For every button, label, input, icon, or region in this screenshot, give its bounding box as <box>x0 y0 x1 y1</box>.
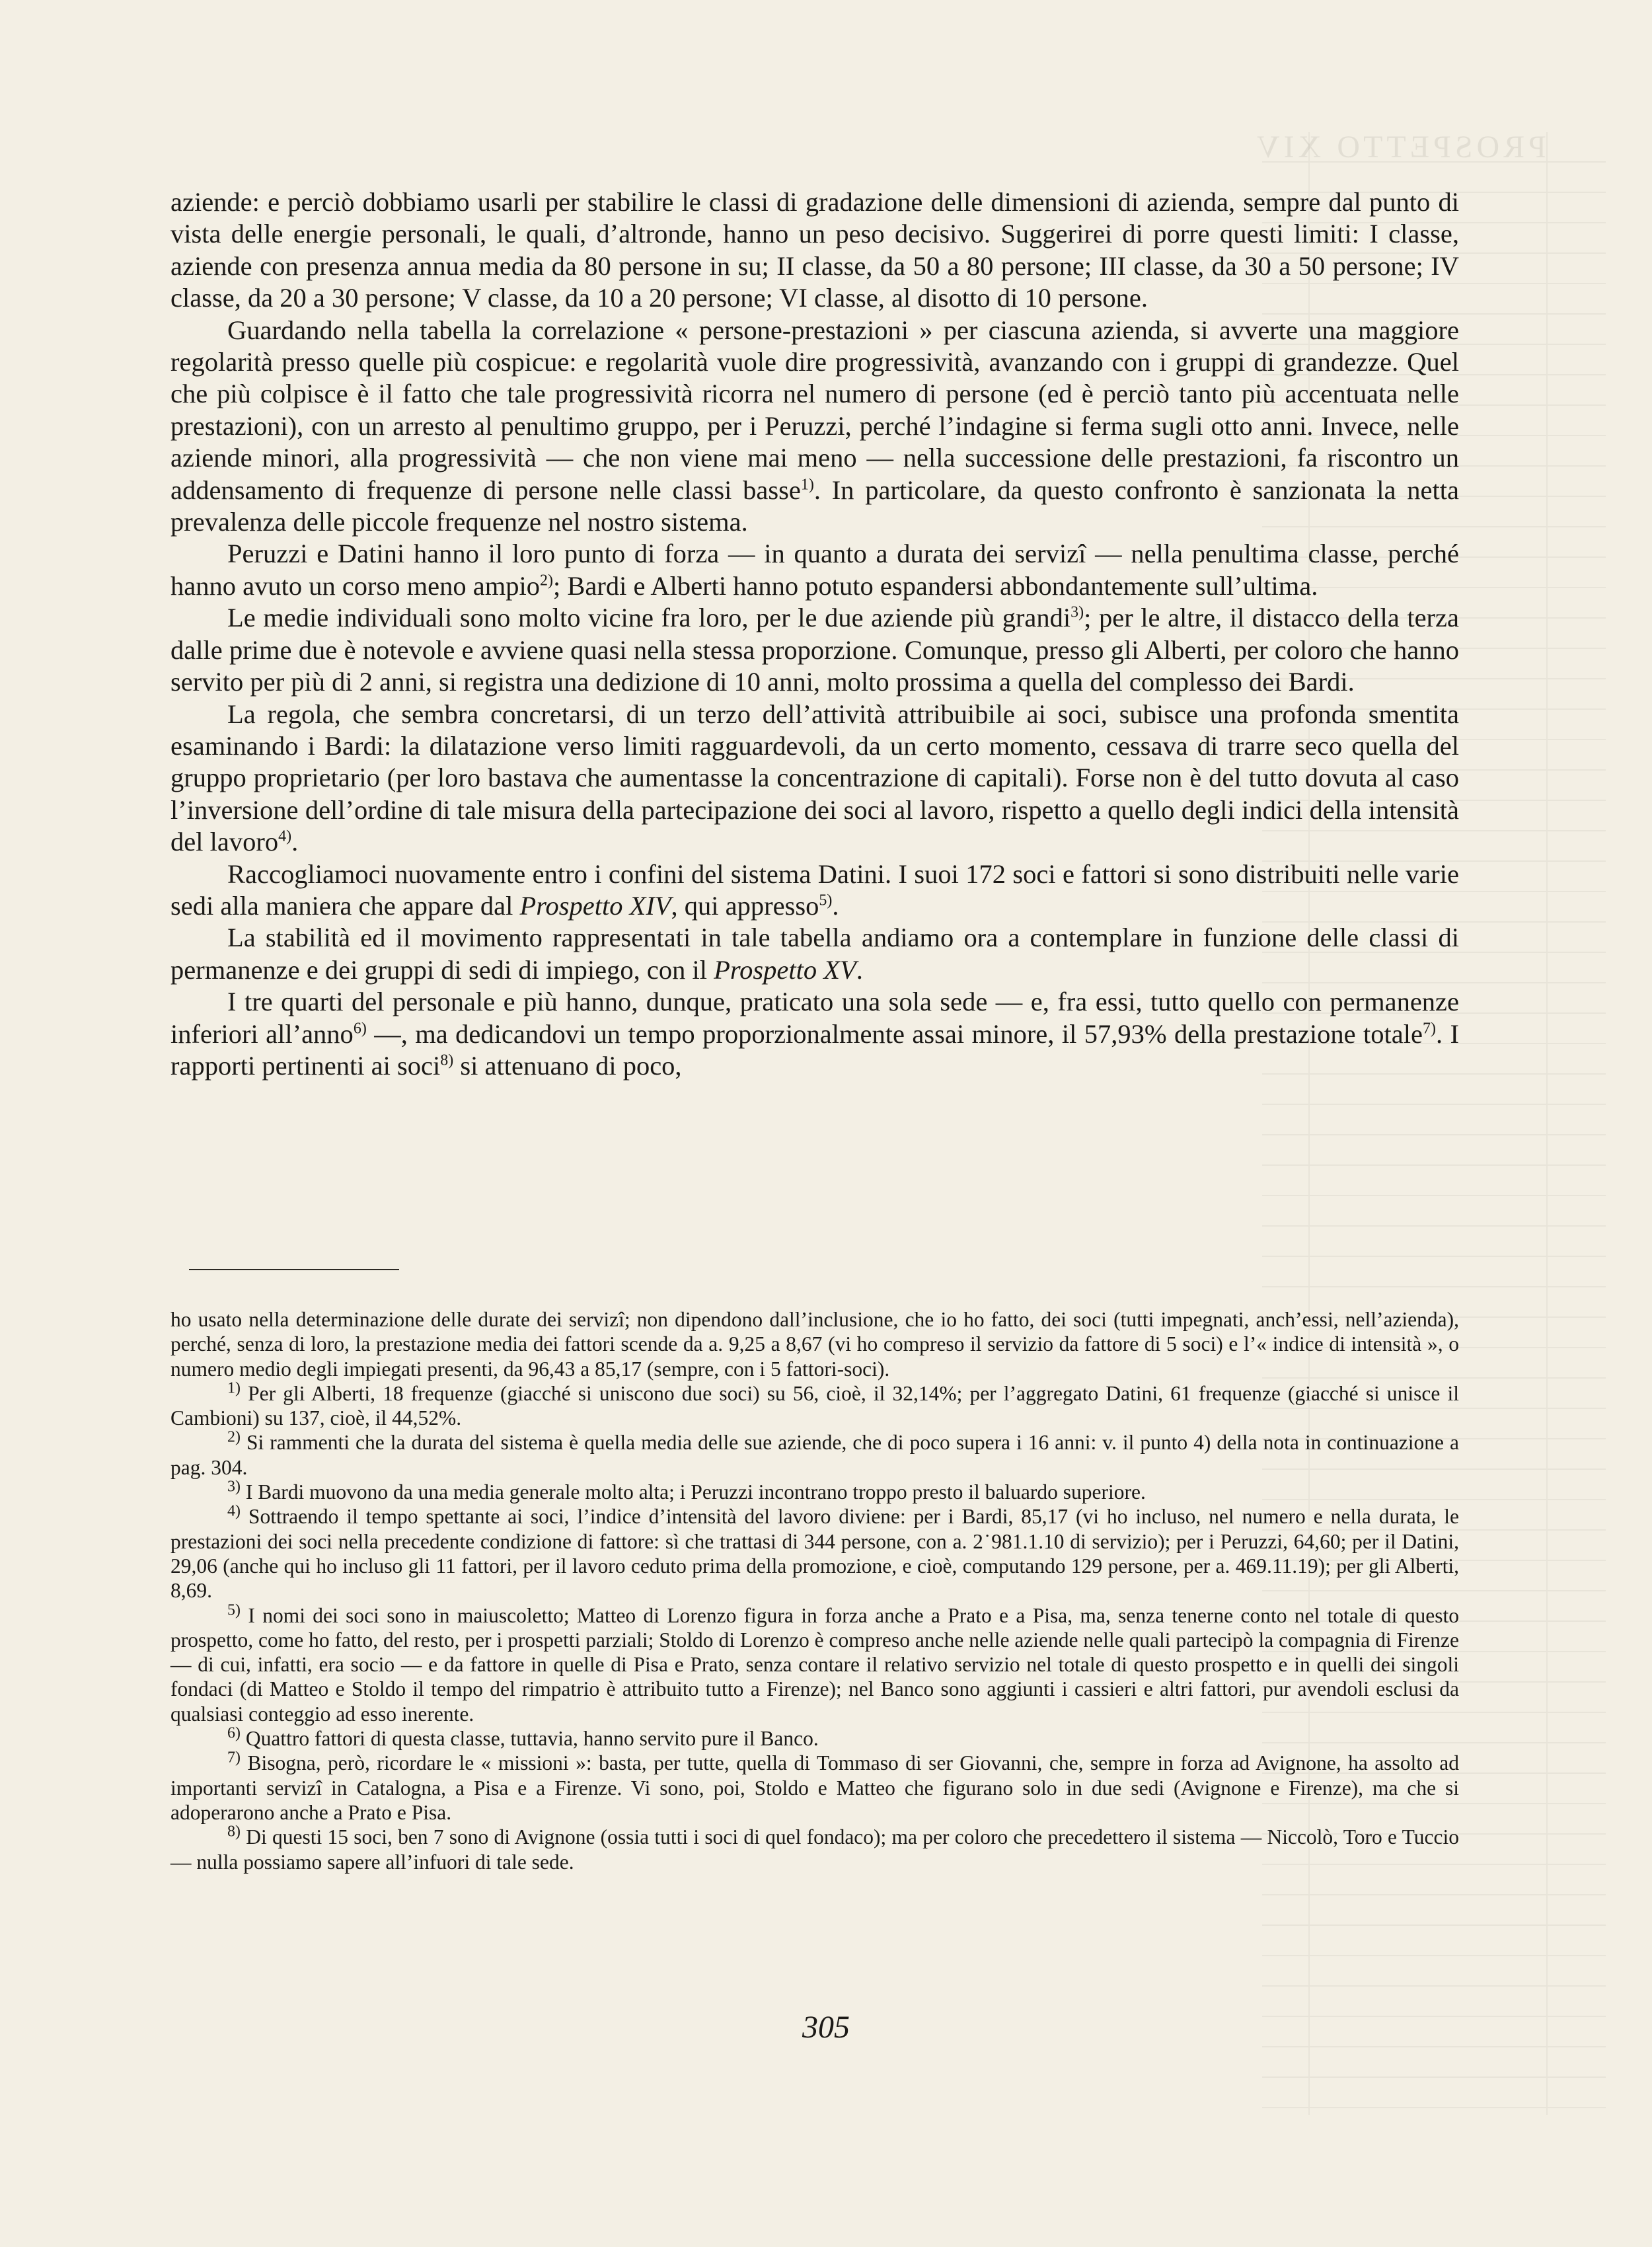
paragraph-text: aziende: e perciò dobbiamo usarli per stabilire le classi di gradazione delle dimensioni di azienda, sempre dal punto di vista delle energie personali, le quali, d’altronde, hanno un peso decisivo. Suggerirei di porre questi limiti: I classe, aziende con presenza annua media da 80 persone in su; II classe, da 50 a 80 persone; III classe, da 30 a 50 persone; IV classe, da 20 a 30 persone; V classe, da 10 a 20 persone; VI classe, al disotto di 10 persone. <box>170 187 1459 313</box>
paragraph-text: . <box>832 890 839 921</box>
paragraph-text: Peruzzi e Datini hanno il loro punto di forza — in quanto a durata dei servizî — nella penultima classe, perché hanno avuto un corso meno ampio <box>170 539 1459 601</box>
footnote-6 <box>170 1726 1459 1751</box>
footnote-text: Di questi 15 soci, ben 7 sono di Avignone (ossia tutti i soci di quel fondaco); ma per coloro che precedettero il sistema — Niccolò, Toro e Tuccio — nulla possiamo sapere all’infuori di tale sede. <box>170 1825 1459 1874</box>
footnote-7 <box>170 1751 1459 1825</box>
paragraph-text: . I rapporti pertinenti ai soci <box>170 1018 1459 1081</box>
paragraph-7 <box>170 922 1459 986</box>
paragraph-1 <box>170 186 1459 315</box>
paragraph-text: ; Bardi e Alberti hanno potuto espandersi abbondantemente sull’ultima. <box>553 570 1318 601</box>
paragraph-text: . <box>856 954 863 985</box>
paragraph-text: , qui appresso <box>671 890 819 921</box>
paragraph-text: La regola, che sembra concretarsi, di un terzo dell’attività attribuibile ai soci, subisce una profonda smentita esaminando i Bardi: la dilatazione verso limiti ragguardevoli, da un certo momento, cessava di trarre seco quella del gruppo proprietario (per loro bastava che aumentasse la concentrazione di capitali). Forse non è del tutto dovuta al caso l’inversione dell’ordine di tale misura della partecipazione dei soci al lavoro, rispetto a quello degli indici della intensità del lavoro <box>170 699 1459 857</box>
paragraph-text: La stabilità ed il movimento rappresentati in tale tabella andiamo ora a contemplare in funzione delle classi di permanenze e dei gruppi di sedi di impiego, con il <box>170 923 1459 985</box>
footnote-ref-4[interactable]: 4) <box>278 827 292 845</box>
footnote-mark: 7) <box>227 1749 241 1767</box>
footnote-text: Si rammenti che la durata del sistema è quella media delle sue aziende, che di poco supera i 16 anni: v. il punto 4) della nota in continuazione a pag. 304. <box>170 1431 1459 1479</box>
prospetto-xv-ref: Prospetto XV <box>714 954 856 985</box>
footnote-mark: 8) <box>227 1823 241 1841</box>
paragraph-2 <box>170 315 1459 539</box>
footnote-divider <box>189 1269 399 1270</box>
footnote-text: Sottraendo il tempo spettante ai soci, l’indice d’intensità del lavoro diviene: per i Bardi, 85,17 (vi ho incluso, nel numero e nella durata, le prestazioni dei soci nella precedente condizione di fattore: sì che trattasi di 344 persone, con a. 2˙981.1.10 di servizio); per i Peruzzi, 64,60; per il Datini, 29,06 (anche qui ho incluso gli 11 fattori, per il lavoro ceduto prima della promozione, e cioè, computando 129 persone, per a. 469.11.19); per gli Alberti, 8,69. <box>170 1505 1459 1603</box>
paragraph-4 <box>170 602 1459 698</box>
paragraph-8 <box>170 986 1459 1082</box>
footnote-ref-3[interactable]: 3) <box>1070 603 1084 621</box>
footnote-ref-2[interactable]: 2) <box>540 572 554 590</box>
footnote-ref-6[interactable]: 6) <box>353 1020 367 1038</box>
footnote-text: Quattro fattori di questa classe, tuttavia, hanno servito pure il Banco. <box>245 1727 819 1751</box>
main-text <box>170 186 1459 1082</box>
footnote-carryover: ho usato nella determinazione delle durate dei servizî; non dipendono dall’inclusione, che io ho fatto, dei soci (tutti impegnati, anch’essi, nell’azienda), perché, senza di loro, la prestazione media dei fattori scende da a. 9,25 a 8,67 (vi ho compreso il servizio da fattore di 5 soci) e l’« indice di intensità », o numero medio degli impiegati presenti, da 96,43 a 85,17 (sempre, con i 5 fattori-soci). <box>170 1308 1459 1381</box>
prospetto-xiv-ref: Prospetto XIV <box>519 890 671 921</box>
footnote-ref-1[interactable]: 1) <box>800 476 814 494</box>
footnote-2 <box>170 1430 1459 1480</box>
footnote-mark: 1) <box>227 1379 241 1397</box>
footnote-ref-8[interactable]: 8) <box>440 1051 454 1069</box>
paragraph-text: Guardando nella tabella la correlazione « persone-prestazioni » per ciascuna azienda, si avverte una maggiore regolarità presso quelle più cospicue: e regolarità vuole dire progressività, avanzando con i gruppi di grandezze. Quel che più colpisce è il fatto che tale progressività ricorra nel numero di persone (ed è perciò tanto più accentuata nelle prestazioni), con un arresto al penultimo gruppo, per i Peruzzi, perché l’indagine si ferma sugli otto anni. Invece, nelle aziende minori, alla progressività — che non viene mai meno — nella successione delle prestazioni, fa riscontro un addensamento di frequenze di persone nelle classi basse <box>170 315 1459 505</box>
footnote-ref-7[interactable]: 7) <box>1422 1020 1436 1038</box>
paragraph-6 <box>170 858 1459 923</box>
footnote-mark: 3) <box>227 1478 241 1496</box>
paragraph-text: si attenuano di poco, <box>453 1050 682 1081</box>
footnote-3 <box>170 1480 1459 1504</box>
paragraph-text: Le medie individuali sono molto vicine fra loro, per le due aziende più grandi <box>227 603 1071 633</box>
footnote-mark: 5) <box>227 1601 241 1619</box>
bleed-through-title: PROSPETTO XIV <box>1253 130 1546 165</box>
footnote-ref-5[interactable]: 5) <box>819 892 833 909</box>
paragraph-5 <box>170 699 1459 858</box>
paragraph-text: . In particolare, da questo confronto è sanzionata la netta prevalenza delle piccole frequenze nel nostro sistema. <box>170 475 1459 537</box>
page-number: 305 <box>802 2010 850 2045</box>
footnote-mark: 2) <box>227 1428 241 1446</box>
paragraph-text: Raccogliamoci nuovamente entro i confini del sistema Datini. I suoi 172 soci e fattori si sono distribuiti nelle varie sedi alla maniera che appare dal <box>170 858 1459 921</box>
paragraph-text: I tre quarti del personale e più hanno, dunque, praticato una sola sede — e, fra essi, tutto quello con permanenze inferiori all’anno <box>170 987 1459 1049</box>
footnote-text: I Bardi muovono da una media generale molto alta; i Peruzzi incontrano troppo presto il baluardo superiore. <box>245 1480 1146 1504</box>
footnote-text: Bisogna, però, ricordare le « missioni »: basta, per tutte, quella di Tommaso di ser Giovanni, che, sempre in forza ad Avignone, ha assolto ad importanti servizî in Catalogna, a Pisa e a Firenze. Vi sono, poi, Stoldo e Matteo che figurano solo in due sedi (Avignone e Firenze), ma che si adoperarono anche a Prato e Pisa. <box>170 1751 1460 1824</box>
footnote-5 <box>170 1603 1459 1726</box>
footnote-mark: 6) <box>227 1724 241 1742</box>
paragraph-text: . <box>291 827 299 857</box>
footnote-8 <box>170 1825 1459 1874</box>
footnotes <box>170 1307 1459 1874</box>
footnote-text: I nomi dei soci sono in maiuscoletto; Matteo di Lorenzo figura in forza anche a Prato e a Pisa, ma, senza tenerne conto nel totale di questo prospetto, come ho fatto, del resto, per i prospetti parziali; Stoldo di Lorenzo è compreso anche nelle aziende nelle quali partecipò la compagnia di Firenze — di cui, infatti, era socio — e da fattore in quelle di Pisa e Prato, senza contare il relativo servizio nel totale di questo prospetto e in quelli dei singoli fondaci (di Matteo e Stoldo il tempo del rimpatrio è attribuito tutto a Firenze); nel Banco sono aggiunti i cassieri e altri fattori, pur avendoli esclusi da qualsiasi conteggio ad esso inerente. <box>170 1603 1460 1726</box>
footnote-4 <box>170 1504 1459 1603</box>
footnote-mark: 4) <box>227 1502 241 1520</box>
paragraph-3 <box>170 538 1459 602</box>
paragraph-text: —, ma dedicandovi un tempo proporzionalmente assai minore, il 57,93% della prestazione totale <box>366 1018 1423 1049</box>
footnote-text: Per gli Alberti, 18 frequenze (giacché si uniscono due soci) su 56, cioè, il 32,14%; per l’aggregato Datini, 61 frequenze (giacché si unisce il Cambioni) su 137, cioè, il 44,52%. <box>170 1381 1460 1430</box>
paragraph-text: ; per le altre, il distacco della terza dalle prime due è notevole e avviene quasi nella stessa proporzione. Comunque, presso gli Alberti, per coloro che hanno servito per più di 2 anni, si registra una dedizione di 10 anni, molto prossima a quella del complesso dei Bardi. <box>170 603 1460 697</box>
footnote-1 <box>170 1381 1459 1431</box>
